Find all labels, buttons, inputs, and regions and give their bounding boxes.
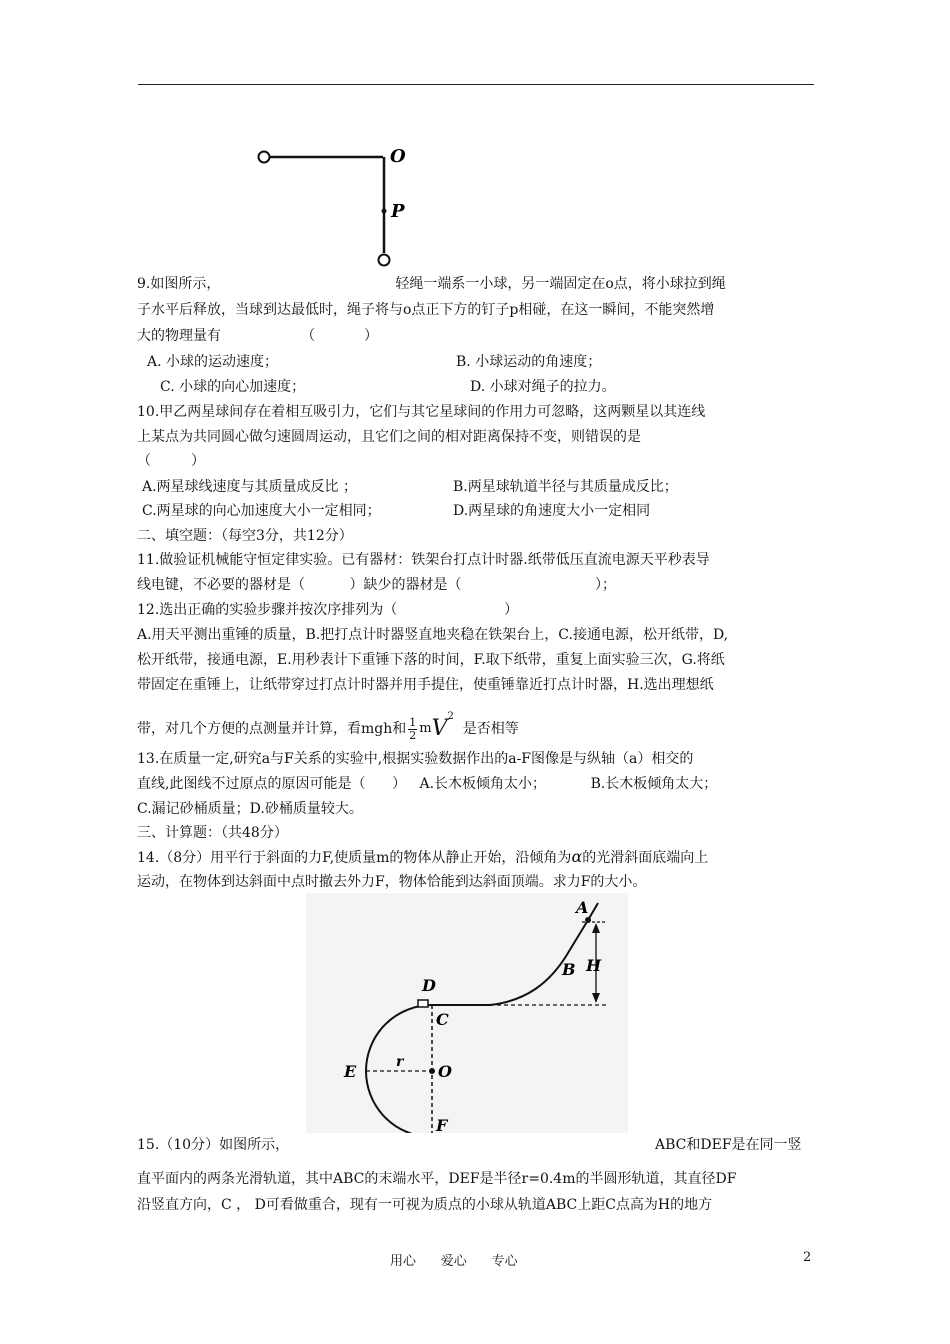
q15-line1b: ABC和DEF是在同一竖 xyxy=(655,1137,802,1153)
label-d: D xyxy=(422,976,436,995)
label-r: r xyxy=(396,1054,404,1070)
q11-line2: 线电键，不必要的器材是（ ）缺少的器材是（ ）； xyxy=(137,577,617,593)
label-o: O xyxy=(390,146,406,167)
q10-line3: （ ） xyxy=(137,453,206,469)
label-f: F xyxy=(436,1116,448,1133)
q10-option-c: C.两星球的向心加速度大小一定相同； xyxy=(142,503,381,519)
q9-option-a: A. 小球的运动速度； xyxy=(147,354,279,370)
q9-line1-b: 轻绳一端系一小球，另一端固定在o点，将小球拉到绳 xyxy=(395,276,726,292)
q9-line2: 子水平后释放，当球到达最低时，绳子将与o点正下方的钉子p相碰，在这一瞬间，不能突然增 xyxy=(137,302,715,318)
q9-option-b: B. 小球运动的角速度； xyxy=(456,354,602,370)
center-o-marker xyxy=(429,1068,435,1074)
q12-line2: A.用天平测出重锤的质量，B.把打点计时器竖直地夹稳在铁架台上，C.接通电源，松开纸带，D, xyxy=(137,627,729,643)
mass-symbol: m xyxy=(419,721,432,736)
footer-motto: 用心 爱心 专心 xyxy=(390,1254,518,1269)
q10-line2: 上某点为共同圆心做匀速圆周运动，且它们之间的相对距离保持不变，则错误的是 xyxy=(137,429,641,445)
q12-line1: 12.选出正确的实验步骤并按次序排列为（ ） xyxy=(137,602,519,618)
q10-option-d: D.两星球的角速度大小一定相同 xyxy=(453,503,651,519)
q12-line4: 带固定在重锤上，让纸带穿过打点计时器并用手提住，使重锤靠近打点计时器，H.选出理想纸 xyxy=(137,677,714,693)
velocity-exponent: 2 xyxy=(447,711,454,722)
label-b: B xyxy=(562,960,576,979)
q11-line1: 11.做验证机械能守恒定律实验。已有器材：铁架台打点计时器.纸带低压直流电源天平秒表导 xyxy=(137,552,710,568)
label-c: C xyxy=(436,1010,449,1029)
q12-line3: 松开纸带，接通电源，E.用秒表计下重锤下落的时间，F.取下纸带，重复上面实验三次，G.将纸 xyxy=(137,652,725,668)
q9-line3: 大的物理量有 （ ） xyxy=(137,328,379,344)
fraction-numerator: 1 xyxy=(409,715,417,729)
label-e: E xyxy=(344,1062,357,1081)
q14-line1-a: 14.（8分）用平行于斜面的力F,使质量m的物体从静止开始，沿倾角为 xyxy=(137,850,572,866)
q15-line3: 沿竖直方向，C ， D可看做重合，现有一可视为质点的小球从轨道ABC上距C点高为H的地方 xyxy=(137,1197,713,1213)
page-number: 2 xyxy=(803,1250,812,1265)
label-a: A xyxy=(576,898,589,917)
q13-line2: 直线,此图线不过原点的原因可能是（ ） A.长木板倾角太小； B.长木板倾角太大； xyxy=(137,776,718,792)
q9-option-d: D. 小球对绳子的拉力。 xyxy=(470,379,616,395)
track-figure xyxy=(306,893,628,1133)
q14-line1-b: 的光滑斜面底端向上 xyxy=(582,850,709,866)
q12-line5-text: 带，对几个方便的点测量并计算，看mgh和 xyxy=(137,721,407,737)
ball-lowest xyxy=(379,255,390,266)
one-half-fraction xyxy=(408,717,417,742)
ball-initial xyxy=(259,152,270,163)
label-p: P xyxy=(391,201,405,222)
alpha-symbol: α xyxy=(571,847,583,866)
q14-line1 xyxy=(137,848,708,867)
nail-p xyxy=(382,209,387,214)
q13-line1: 13.在质量一定,研究a与F关系的实验中,根据实验数据作出的a-F图像是与纵轴（a）相交的 xyxy=(137,751,694,767)
q12-line5 xyxy=(137,700,519,746)
q9-line1 xyxy=(137,275,726,293)
label-h: H xyxy=(586,956,602,975)
q15-line1a: 15.（10分）如图所示， xyxy=(137,1137,290,1153)
q10-line1: 10.甲乙两星球间存在着相互吸引力，它们与其它星球间的作用力可忽略，这两颗星以其连线 xyxy=(137,404,706,420)
q10-option-b: B.两星球轨道半径与其质量成反比； xyxy=(453,479,678,495)
velocity-symbol: V xyxy=(431,716,448,741)
label-o: O xyxy=(438,1062,452,1081)
q10-option-a: A.两星球线速度与其质量成反比 ； xyxy=(142,479,358,495)
section-fill-in-title: 二、填空题：（每空3分，共12分） xyxy=(137,528,353,544)
q15-line2: 直平面内的两条光滑轨道，其中ABC的末端水平，DEF是半径r=0.4m的半圆形轨道，其直径DF xyxy=(137,1171,737,1187)
pendulum-figure xyxy=(250,140,420,275)
q9-option-c: C. 小球的向心加速度； xyxy=(160,379,306,395)
q13-line3: C.漏记砂桶质量；D.砂桶质量较大。 xyxy=(137,801,363,817)
q12-line5-end: 是否相等 xyxy=(462,721,519,737)
point-d-marker xyxy=(418,1000,428,1007)
section-calculation-title: 三、计算题：（共48分） xyxy=(137,825,288,841)
fraction-denominator: 2 xyxy=(409,728,417,742)
header-rule xyxy=(138,84,814,85)
q9-line1-a: 9.如图所示， xyxy=(137,276,221,292)
q14-line2: 运动，在物体到达斜面中点时撤去外力F，物体恰能到达斜面顶端。求力F的大小。 xyxy=(137,874,647,890)
